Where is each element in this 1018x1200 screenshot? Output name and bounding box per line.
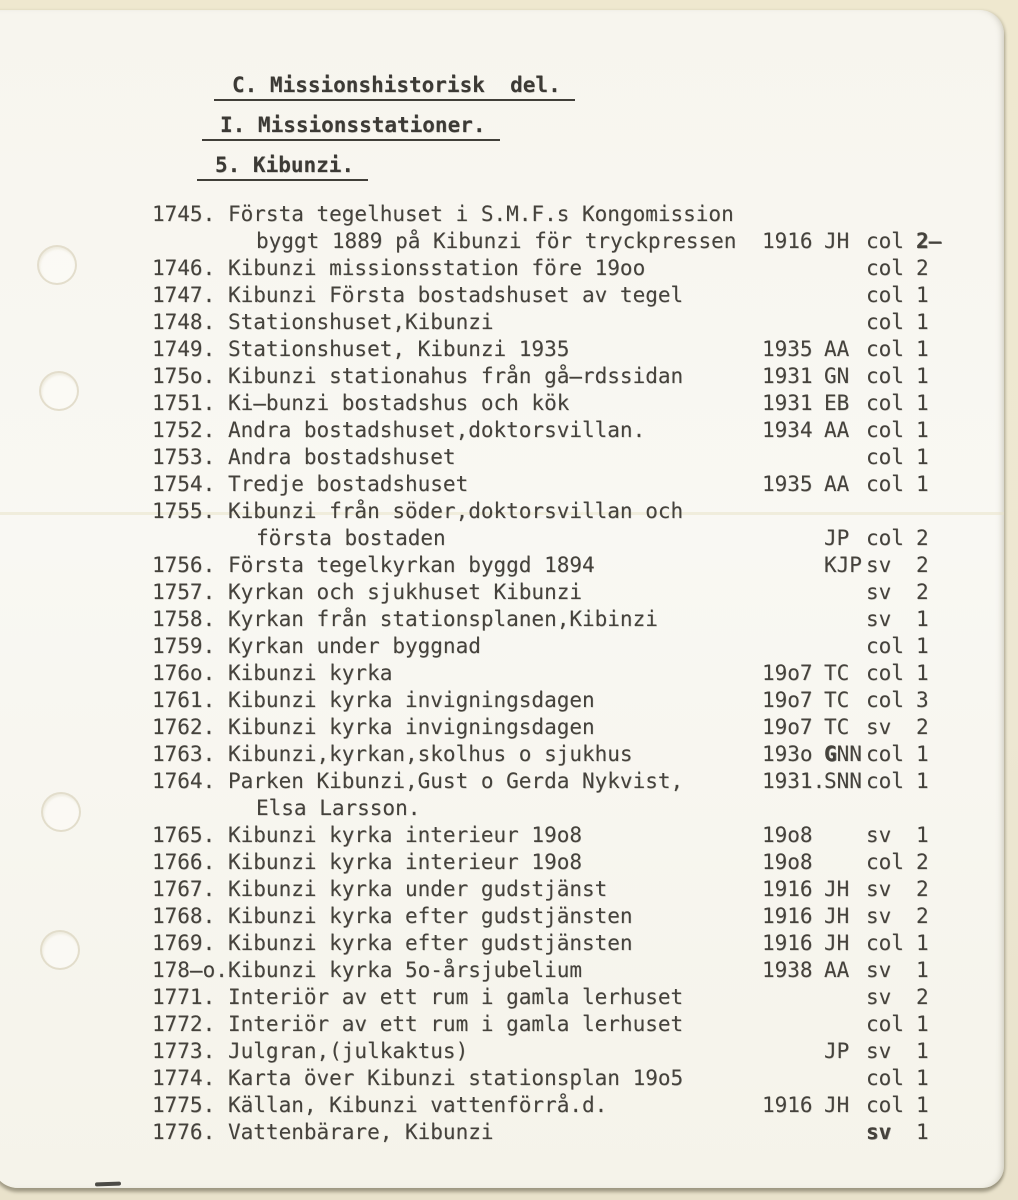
entry-format: sv (866, 607, 892, 631)
entry-format: col (866, 661, 904, 685)
entry-copy-count: 2 (916, 850, 929, 874)
entry-format: col (866, 769, 904, 793)
entry-description: Kibunzi kyrka efter gudstjänsten (228, 904, 633, 928)
entry-description: Kibunzi kyrka efter gudstjänsten (228, 931, 633, 955)
entry-copy-count: 2 (916, 256, 929, 280)
entry-copy-count: 1 (916, 337, 929, 361)
entry-format: col (866, 283, 904, 307)
entry-format: col (866, 472, 904, 496)
section-heading-main (232, 72, 575, 99)
entry-copy-count: 1 (916, 661, 929, 685)
entry-number: 1772. (152, 1012, 216, 1036)
entry-row (0, 201, 1004, 228)
entry-description: Källan, Kibunzi vattenförrå.d. (228, 1093, 608, 1117)
entry-number: 1762. (152, 715, 216, 739)
entry-copy-count: 1 (916, 283, 929, 307)
entry-row (0, 1065, 1004, 1092)
entry-year: 1916 (762, 931, 813, 955)
entry-year: 19o8 (762, 823, 813, 847)
entry-copy-count: 1 (916, 607, 929, 631)
entry-copy-count: 1 (916, 391, 929, 415)
entry-row (0, 768, 1004, 795)
entry-photographer-code: AA (824, 337, 850, 361)
entry-photographer-code: TC (824, 661, 850, 685)
entry-format: col (866, 1012, 904, 1036)
entry-row (0, 822, 1004, 849)
entry-photographer-code: TC (824, 688, 850, 712)
entry-year: 1916 (762, 229, 813, 253)
entry-row (0, 660, 1004, 687)
entry-format: sv (866, 715, 892, 739)
entry-number: 1771. (152, 985, 216, 1009)
entry-number: 1763. (152, 742, 216, 766)
entry-row (0, 795, 1004, 822)
entry-number: 1774. (152, 1066, 216, 1090)
entry-number: 1769. (152, 931, 216, 955)
entry-row (0, 984, 1004, 1011)
entry-copy-count: 1 (916, 1066, 929, 1090)
entry-row (0, 255, 1004, 282)
section-heading-station (215, 152, 368, 179)
entry-year: 19o7 (762, 715, 813, 739)
document-page (0, 10, 1004, 1188)
entry-row (0, 633, 1004, 660)
entry-description: Kibunzi kyrka (228, 661, 393, 685)
entry-format: col (866, 634, 904, 658)
entry-photographer-code: SNN (824, 769, 862, 793)
entry-format: col (866, 688, 904, 712)
entry-photographer-code: EB (824, 391, 850, 415)
entry-number: 1761. (152, 688, 216, 712)
entry-description: Kyrkan under byggnad (228, 634, 481, 658)
entry-year: 1931 (762, 364, 813, 388)
entry-number: 175o. (152, 364, 216, 388)
entry-copy-count: 2̶ (916, 229, 942, 253)
entry-format: col (866, 1093, 904, 1117)
entry-format: sv (866, 904, 892, 928)
entry-description-continued: första bostaden (256, 526, 446, 550)
entry-copy-count: 2 (916, 715, 929, 739)
entry-row (0, 336, 1004, 363)
entry-format: col (866, 391, 904, 415)
entry-description: Andra bostadshuset (228, 445, 456, 469)
entry-row (0, 1038, 1004, 1065)
entry-format: col (866, 229, 904, 253)
entry-description: Kibunzi kyrka invigningsdagen (228, 715, 595, 739)
entry-year: 1938 (762, 958, 813, 982)
entry-description: Interiör av ett rum i gamla lerhuset (228, 985, 684, 1009)
entry-description: Kibunzi kyrka 5o-årsjubelium (228, 958, 583, 982)
entry-copy-count: 2 (916, 580, 929, 604)
entry-row (0, 687, 1004, 714)
entry-number: 1751. (152, 391, 216, 415)
entry-copy-count: 2 (916, 904, 929, 928)
entry-copy-count: 1 (916, 310, 929, 334)
entry-description: Parken Kibunzi,Gust o Gerda Nykvist, (228, 769, 684, 793)
entry-row (0, 552, 1004, 579)
photo-register-list (0, 201, 1004, 1146)
entry-number: 1776. (152, 1120, 216, 1144)
entry-row (0, 390, 1004, 417)
entry-format: sv (866, 985, 892, 1009)
entry-description: Vattenbärare, Kibunzi (228, 1120, 494, 1144)
entry-format: sv (866, 823, 892, 847)
entry-description: Stationshuset, Kibunzi 1935 (228, 337, 570, 361)
entry-copy-count: 1 (916, 1093, 929, 1117)
entry-copy-count: 1 (916, 769, 929, 793)
entry-description: Kibunzi missionsstation före 19oo (228, 256, 646, 280)
entry-number: 1748. (152, 310, 216, 334)
entry-description: Interiör av ett rum i gamla lerhuset (228, 1012, 684, 1036)
entry-copy-count: 2 (916, 985, 929, 1009)
entry-number: 1765. (152, 823, 216, 847)
entry-copy-count: 1 (916, 742, 929, 766)
entry-description: Kibunzi Första bostadshuset av tegel (228, 283, 684, 307)
entry-copy-count: 1 (916, 418, 929, 442)
section-heading-station-text: 5. Kibunzi. (197, 153, 368, 181)
entry-row (0, 606, 1004, 633)
entry-format: sv (866, 877, 892, 901)
entry-photographer-code: JH (824, 904, 850, 928)
entry-photographer-code: JH (824, 229, 850, 253)
entry-number: 1755. (152, 499, 216, 523)
entry-row (0, 849, 1004, 876)
entry-copy-count: 2 (916, 877, 929, 901)
entry-row (0, 714, 1004, 741)
entry-row (0, 1092, 1004, 1119)
entry-format: sv (866, 580, 892, 604)
entry-photographer-code: AA (824, 418, 850, 442)
entry-description: Kibunzi stationahus från gå̶rdssidan (228, 364, 684, 388)
entry-format: col (866, 418, 904, 442)
entry-description: Första tegelkyrkan byggd 1894 (228, 553, 595, 577)
entry-row (0, 309, 1004, 336)
entry-photographer-code: KJP (824, 553, 862, 577)
entry-number: 1746. (152, 256, 216, 280)
entry-copy-count: 1 (916, 1012, 929, 1036)
entry-format: col (866, 256, 904, 280)
entry-photographer-code: JH (824, 1093, 850, 1117)
entry-year: 1931. (762, 769, 826, 793)
entry-description: Första tegelhuset i S.M.F.s Kongomission (228, 202, 734, 226)
entry-row (0, 444, 1004, 471)
entry-row (0, 417, 1004, 444)
entry-copy-count: 2 (916, 526, 929, 550)
section-heading-sub-text: I. Missionsstationer. (202, 113, 500, 141)
entry-copy-count: 1 (916, 1120, 929, 1144)
entry-copy-count: 1 (916, 445, 929, 469)
entry-row (0, 228, 1004, 255)
entry-number: 1752. (152, 418, 216, 442)
entry-year: 1931 (762, 391, 813, 415)
entry-copy-count: 1 (916, 823, 929, 847)
entry-number: 1767. (152, 877, 216, 901)
entry-description: Ki̶bunzi bostadshus och kök (228, 391, 570, 415)
entry-number: 1758. (152, 607, 216, 631)
entry-description-continued: Elsa Larsson. (256, 796, 421, 820)
entry-number: 1766. (152, 850, 216, 874)
entry-year: 1916 (762, 904, 813, 928)
entry-row (0, 282, 1004, 309)
entry-format: col (866, 931, 904, 955)
entry-copy-count: 3 (916, 688, 929, 712)
entry-year: 1935 (762, 472, 813, 496)
entry-row (0, 903, 1004, 930)
entry-photographer-code: AA (824, 958, 850, 982)
entry-row (0, 1119, 1004, 1146)
entry-year: 1916 (762, 877, 813, 901)
entry-year: 19o7 (762, 661, 813, 685)
entry-number: 1753. (152, 445, 216, 469)
entry-number: 1757. (152, 580, 216, 604)
entry-row (0, 471, 1004, 498)
entry-year: 19o7 (762, 688, 813, 712)
entry-number: 1756. (152, 553, 216, 577)
entry-description: Karta över Kibunzi stationsplan 19o5 (228, 1066, 684, 1090)
entry-number: 178̶o. (152, 958, 228, 982)
entry-number: 1775. (152, 1093, 216, 1117)
entry-format: col (866, 1066, 904, 1090)
entry-number: 176o. (152, 661, 216, 685)
entry-photographer-code: JH (824, 877, 850, 901)
entry-description: Kyrkan från stationsplanen,Kibinzi (228, 607, 658, 631)
entry-format: col (866, 742, 904, 766)
entry-copy-count: 2 (916, 553, 929, 577)
entry-year: 1935 (762, 337, 813, 361)
entry-number: 1764. (152, 769, 216, 793)
entry-row (0, 957, 1004, 984)
entry-photographer-code: JP (824, 1039, 850, 1063)
entry-format: col (866, 337, 904, 361)
entry-row (0, 525, 1004, 552)
entry-format: col (866, 310, 904, 334)
entry-number: 1768. (152, 904, 216, 928)
entry-description: Kibunzi kyrka invigningsdagen (228, 688, 595, 712)
entry-format: sv (866, 958, 892, 982)
entry-row (0, 930, 1004, 957)
entry-format: col (866, 445, 904, 469)
entry-photographer-code: GNN (824, 742, 862, 766)
entry-copy-count: 1 (916, 931, 929, 955)
entry-row (0, 1011, 1004, 1038)
entry-year: 19o8 (762, 850, 813, 874)
entry-number: 1754. (152, 472, 216, 496)
entry-row (0, 741, 1004, 768)
entry-year: 1916 (762, 1093, 813, 1117)
entry-copy-count: 1 (916, 364, 929, 388)
entry-description: Kyrkan och sjukhuset Kibunzi (228, 580, 583, 604)
entry-description: Kibunzi kyrka interieur 19o8 (228, 850, 583, 874)
entry-format: col (866, 850, 904, 874)
entry-description: Andra bostadshuset,doktorsvillan. (228, 418, 646, 442)
entry-description: Kibunzi,kyrkan,skolhus o sjukhus (228, 742, 633, 766)
entry-description: Kibunzi kyrka under gudstjänst (228, 877, 608, 901)
entry-description: Julgran,(julkaktus) (228, 1039, 469, 1063)
entry-format: sv (866, 1120, 892, 1144)
entry-photographer-code: JH (824, 931, 850, 955)
entry-format: col (866, 364, 904, 388)
entry-description: Kibunzi från söder,doktorsvillan och (228, 499, 684, 523)
entry-description: Stationshuset,Kibunzi (228, 310, 494, 334)
entry-row (0, 363, 1004, 390)
entry-year: 1934 (762, 418, 813, 442)
entry-number: 1745. (152, 202, 216, 226)
entry-number: 1749. (152, 337, 216, 361)
entry-description-continued: byggt 1889 på Kibunzi för tryckpressen (256, 229, 737, 253)
entry-description: Kibunzi kyrka interieur 19o8 (228, 823, 583, 847)
section-heading-main-text: C. Missionshistorisk del. (214, 73, 575, 101)
entry-copy-count: 1 (916, 1039, 929, 1063)
entry-description: Tredje bostadshuset (228, 472, 469, 496)
scan-artifact-mark (95, 1182, 121, 1187)
entry-photographer-code: GN (824, 364, 850, 388)
entry-copy-count: 1 (916, 958, 929, 982)
entry-row (0, 579, 1004, 606)
section-heading-sub (220, 112, 500, 139)
entry-format: sv (866, 1039, 892, 1063)
entry-copy-count: 1 (916, 634, 929, 658)
entry-number: 1773. (152, 1039, 216, 1063)
entry-format: sv (866, 553, 892, 577)
entry-number: 1747. (152, 283, 216, 307)
entry-row (0, 876, 1004, 903)
entry-year: 193o (762, 742, 813, 766)
entry-copy-count: 1 (916, 472, 929, 496)
entry-photographer-code: TC (824, 715, 850, 739)
entry-format: col (866, 526, 904, 550)
entry-photographer-code: JP (824, 526, 850, 550)
entry-row (0, 498, 1004, 525)
entry-photographer-code: AA (824, 472, 850, 496)
entry-number: 1759. (152, 634, 216, 658)
